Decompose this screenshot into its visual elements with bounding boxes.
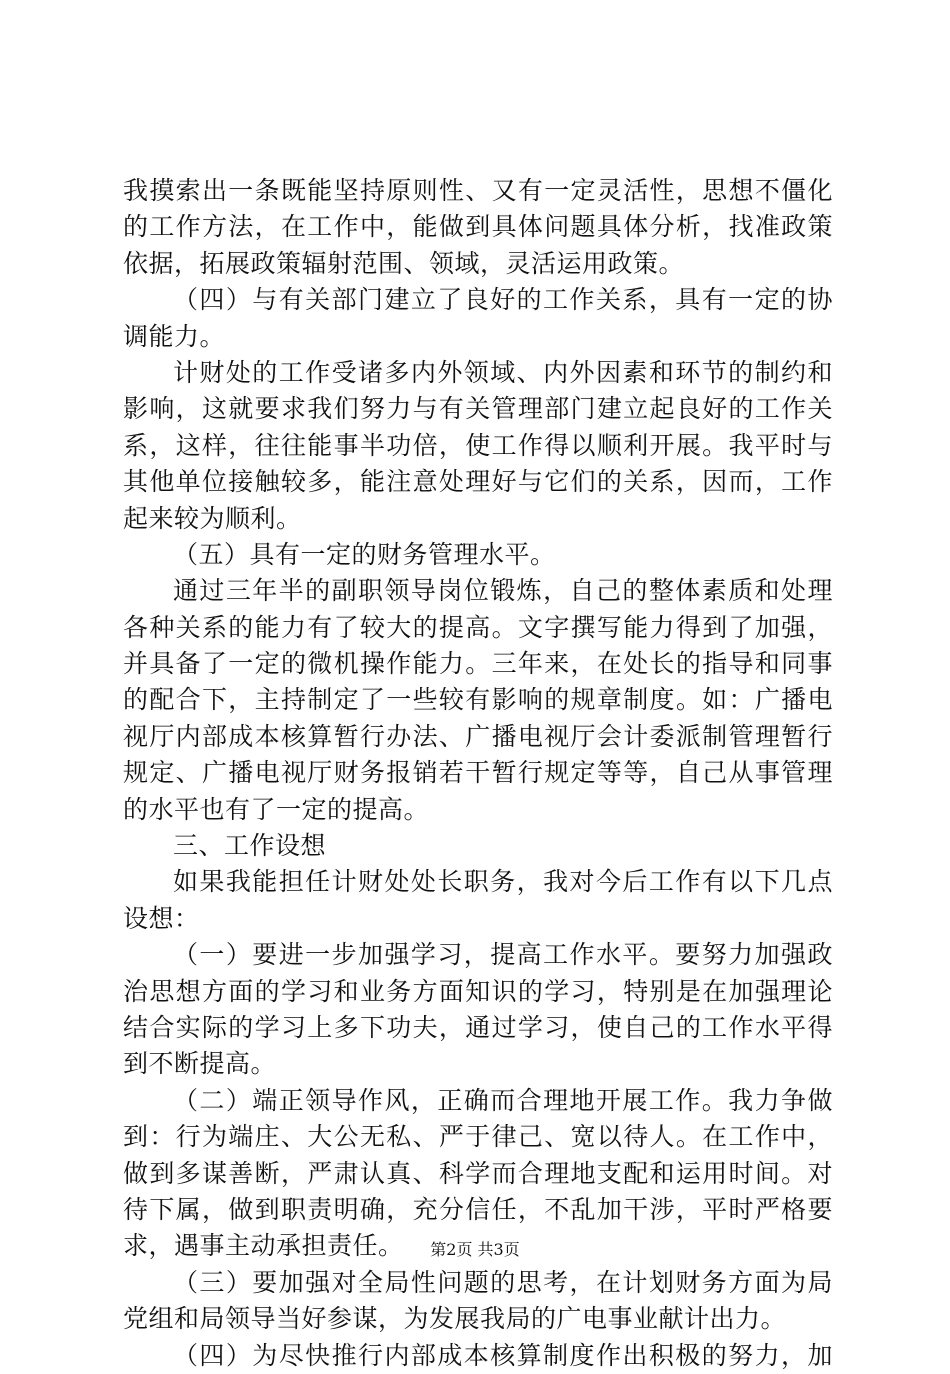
text-line: （四）与有关部门建立了良好的工作关系，具有一定的协 <box>173 285 833 315</box>
text-line: （四）为尽快推行内部成本核算制度作出积极的努力，加 <box>173 1340 833 1370</box>
text-line: 的水平也有了一定的提高。 <box>123 794 430 824</box>
text-line: 系，这样，往往能事半功倍，使工作得以顺利开展。我平时与 <box>123 430 833 460</box>
text-line: 到不断提高。 <box>123 1049 277 1079</box>
text-line: 调能力。 <box>123 321 226 351</box>
text-line: 起来较为顺利。 <box>123 503 302 533</box>
text-line: 影响，这就要求我们努力与有关管理部门建立起良好的工作关 <box>123 394 833 424</box>
text-line: 并具备了一定的微机操作能力。三年来，在处长的指导和同事 <box>123 649 833 679</box>
text-line: 计财处的工作受诸多内外领域、内外因素和环节的制约和 <box>173 357 833 387</box>
text-line: 视厅内部成本核算暂行办法、广播电视厅会计委派制管理暂行 <box>123 721 833 751</box>
text-line: 我摸索出一条既能坚持原则性、又有一定灵活性，思想不僵化 <box>123 176 833 205</box>
text-line: 结合实际的学习上多下功夫，通过学习，使自己的工作水平得 <box>123 1012 833 1042</box>
text-line: （五）具有一定的财务管理水平。 <box>173 539 556 569</box>
text-line: 党组和局领导当好参谋，为发展我局的广电事业献计出力。 <box>123 1304 787 1334</box>
text-line: 设想： <box>123 903 200 933</box>
text-line: 其他单位接触较多，能注意处理好与它们的关系，因而，工作 <box>123 467 833 497</box>
text-line: 依据，拓展政策辐射范围、领域，灵活运用政策。 <box>123 248 685 278</box>
text-line: 求，遇事主动承担责任。 <box>123 1231 404 1261</box>
text-line: 如果我能担任计财处处长职务，我对今后工作有以下几点 <box>173 867 833 897</box>
text-line: （一）要进一步加强学习，提高工作水平。要努力加强政 <box>173 940 833 970</box>
text-line: （三）要加强对全局性问题的思考，在计划财务方面为局 <box>173 1267 833 1297</box>
text-line: 治思想方面的学习和业务方面知识的学习，特别是在加强理论 <box>123 976 833 1006</box>
text-line: 三、工作设想 <box>173 831 327 861</box>
text-line: 各种关系的能力有了较大的提高。文字撰写能力得到了加强， <box>123 612 833 642</box>
text-line: 规定、广播电视厅财务报销若干暂行规定等等，自己从事管理 <box>123 758 833 788</box>
text-line: （二）端正领导作风，正确而合理地开展工作。我力争做 <box>173 1085 833 1115</box>
text-line: 的配合下，主持制定了一些较有影响的规章制度。如：广播电 <box>123 685 833 715</box>
text-line: 到：行为端庄、大公无私、严于律己、宽以待人。在工作中， <box>123 1122 833 1152</box>
text-line: 待下属，做到职责明确，充分信任，不乱加干涉，平时严格要 <box>123 1194 833 1224</box>
text-line: 做到多谋善断，严肃认真、科学而合理地支配和运用时间。对 <box>123 1158 833 1188</box>
page-footer: 第2页 共3页 <box>430 1240 520 1259</box>
body-text <box>123 173 833 1374</box>
text-line: 的工作方法，在工作中，能做到具体问题具体分析，找准政策 <box>123 212 833 242</box>
text-line: 通过三年半的副职领导岗位锻炼，自己的整体素质和处理 <box>173 576 833 606</box>
